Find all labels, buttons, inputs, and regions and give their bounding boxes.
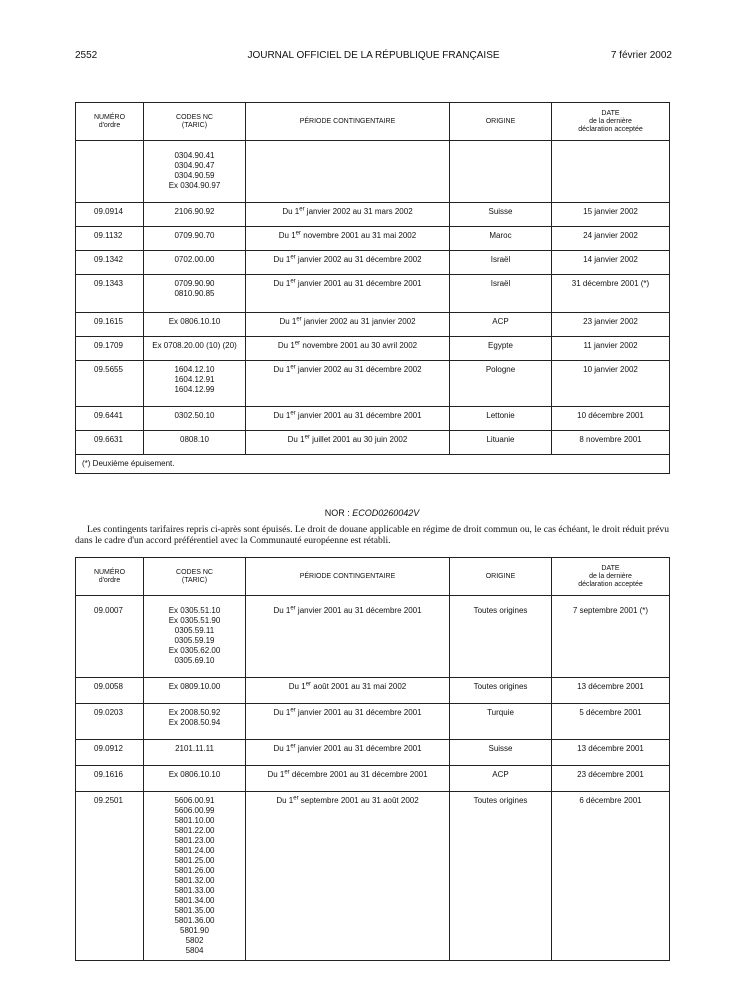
cell-origine: Toutes origines [450,596,552,678]
cell-origine: Lituanie [450,431,552,455]
nc-code: 0304.90.59 [174,171,215,180]
cell-periode: Du 1er janvier 2002 au 31 décembre 2002 [246,361,450,407]
cell-codes [144,766,246,792]
cell-codes [144,141,246,203]
cell-origine: Israël [450,251,552,275]
page-header [75,50,672,66]
nc-code: 0302.50.10 [174,411,215,420]
table-row [76,203,670,227]
nc-code: Ex 2008.50.94 [168,718,221,727]
cell-periode: Du 1er septembre 2001 au 31 août 2002 [246,792,450,961]
nc-code: 2101.11.11 [175,744,214,753]
cell-numero: 09.1342 [76,251,144,275]
nc-code: 0305.59.19 [174,636,215,645]
nc-code: 5606.00.91 [174,796,215,805]
cell-codes [144,251,246,275]
cell-origine: ACP [450,766,552,792]
nc-code: Ex 0809.10.00 [168,682,221,691]
cell-numero: 09.5655 [76,361,144,407]
cell-date [552,141,670,203]
nc-code: 0305.59.11 [174,626,215,635]
cell-date: 31 décembre 2001 (*) [552,275,670,313]
nc-code: 0304.90.41 [174,151,215,160]
cell-periode: Du 1er janvier 2001 au 31 décembre 2001 [246,596,450,678]
cell-numero: 09.0058 [76,678,144,704]
nor-reference [75,508,669,518]
cell-codes [144,704,246,740]
column-header-date: DATE de la dernière déclaration acceptée [552,103,670,141]
nc-code: Ex 0708.20.00 (10) (20) [152,341,237,350]
nc-code: 0702.00.00 [174,255,215,264]
nc-code: 5804 [185,946,204,955]
cell-periode: Du 1er janvier 2001 au 31 décembre 2001 [246,275,450,313]
cell-periode: Du 1er janvier 2001 au 31 décembre 2001 [246,704,450,740]
cell-date: 11 janvier 2002 [552,337,670,361]
nc-code: 5801.25.00 [174,856,215,865]
nc-code: Ex 0305.51.10 [168,606,221,615]
nor-label: NOR : [324,508,353,518]
quota-table-1 [75,102,670,474]
cell-numero: 09.1132 [76,227,144,251]
table-row [76,337,670,361]
nc-code: Ex 0806.10.10 [168,770,221,779]
nc-code: Ex 0305.62.00 [168,646,221,655]
nc-code: Ex 0304.90.97 [168,181,221,190]
cell-periode: Du 1er janvier 2002 au 31 décembre 2002 [246,251,450,275]
cell-numero: 09.2501 [76,792,144,961]
nc-code: 1604.12.99 [174,385,215,394]
cell-codes [144,596,246,678]
column-header-origine: ORIGINE [450,558,552,596]
cell-codes [144,678,246,704]
cell-origine [450,141,552,203]
table-row [76,361,670,407]
cell-codes [144,361,246,407]
nc-code: 5801.26.00 [174,866,215,875]
cell-periode: Du 1er janvier 2002 au 31 janvier 2002 [246,313,450,337]
column-header-date: DATE de la dernière déclaration acceptée [552,558,670,596]
cell-date: 15 janvier 2002 [552,203,670,227]
column-header-codes: CODES NC (TARIC) [144,103,246,141]
cell-periode: Du 1er janvier 2001 au 31 décembre 2001 [246,740,450,766]
nc-code: 1604.12.10 [174,365,215,374]
cell-numero: 09.0203 [76,704,144,740]
quota-table-2 [75,557,670,961]
table-row [76,275,670,313]
nc-code: 5801.24.00 [174,846,215,855]
cell-date: 8 novembre 2001 [552,431,670,455]
cell-origine: Suisse [450,740,552,766]
cell-date: 5 décembre 2001 [552,704,670,740]
cell-numero: 09.1616 [76,766,144,792]
cell-date: 13 décembre 2001 [552,740,670,766]
cell-date: 7 septembre 2001 (*) [552,596,670,678]
cell-codes [144,740,246,766]
nc-code: 1604.12.91 [174,375,215,384]
table-row [76,141,670,203]
cell-origine: Maroc [450,227,552,251]
cell-periode: Du 1er novembre 2001 au 30 avril 2002 [246,337,450,361]
column-header-periode: PÉRIODE CONTINGENTAIRE [246,558,450,596]
cell-periode: Du 1er novembre 2001 au 31 mai 2002 [246,227,450,251]
column-header-numero: NUMÉRO d'ordre [76,558,144,596]
cell-numero: 09.6631 [76,431,144,455]
nc-code: 5801.35.00 [174,906,215,915]
nc-code: 0810.90.85 [174,289,215,298]
nc-code: Ex 0305.51.90 [168,616,221,625]
journal-title: JOURNAL OFFICIEL DE LA RÉPUBLIQUE FRANÇAISE [247,50,500,61]
table-body [76,596,670,961]
column-header-numero: NUMÉRO d'ordre [76,103,144,141]
cell-origine: ACP [450,313,552,337]
cell-origine: Suisse [450,203,552,227]
cell-date: 10 décembre 2001 [552,407,670,431]
nc-code: 0305.69.10 [174,656,215,665]
cell-numero: 09.6441 [76,407,144,431]
cell-origine: Toutes origines [450,792,552,961]
nc-code: 0808.10 [180,435,209,444]
cell-numero: 09.0007 [76,596,144,678]
table-row [76,596,670,678]
page-number: 2552 [75,50,98,61]
column-header-periode: PÉRIODE CONTINGENTAIRE [246,103,450,141]
table-row [76,313,670,337]
footnote: (*) Deuxième épuisement. [76,455,670,474]
cell-numero: 09.1709 [76,337,144,361]
table-row [76,740,670,766]
table-row [76,407,670,431]
nc-code: 5801.10.00 [174,816,215,825]
nc-code: 5801.23.00 [174,836,215,845]
nc-code: 5802 [185,936,204,945]
cell-origine: Egypte [450,337,552,361]
nor-code: ECOD0260042V [352,508,420,518]
cell-periode: Du 1er janvier 2001 au 31 décembre 2001 [246,407,450,431]
cell-codes [144,227,246,251]
cell-periode: Du 1er décembre 2001 au 31 décembre 2001 [246,766,450,792]
table-row [76,766,670,792]
cell-origine: Lettonie [450,407,552,431]
table-row [76,792,670,961]
nc-code: 5801.32.00 [174,876,215,885]
cell-codes [144,337,246,361]
nc-code: 5801.34.00 [174,896,215,905]
cell-codes [144,313,246,337]
cell-date: 23 décembre 2001 [552,766,670,792]
cell-origine: Israël [450,275,552,313]
cell-date: 13 décembre 2001 [552,678,670,704]
cell-codes [144,203,246,227]
nc-code: Ex 0806.10.10 [168,317,221,326]
cell-periode: Du 1er août 2001 au 31 mai 2002 [246,678,450,704]
cell-periode: Du 1er janvier 2002 au 31 mars 2002 [246,203,450,227]
cell-periode: Du 1er juillet 2001 au 30 juin 2002 [246,431,450,455]
column-header-origine: ORIGINE [450,103,552,141]
table-row [76,431,670,455]
table-row [76,227,670,251]
nc-code: 5801.90 [180,926,209,935]
nc-code: Ex 2008.50.92 [168,708,221,717]
cell-date: 14 janvier 2002 [552,251,670,275]
cell-date: 6 décembre 2001 [552,792,670,961]
nc-code: 0709.90.90 [174,279,215,288]
body-paragraph: Les contingents tarifaires repris ci-après sont épuisés. Le droit de douane applicable en régime de droit commun ou, le cas échéant, le droit réduit prévu dans le cadre d'un accord préférentiel avec la Communauté européenne est rétabli. [75,524,669,546]
cell-numero [76,141,144,203]
nc-code: 5606.00.99 [174,806,215,815]
issue-date: 7 février 2002 [610,50,672,61]
cell-periode [246,141,450,203]
table-row [76,678,670,704]
cell-codes [144,407,246,431]
table-row [76,704,670,740]
cell-codes [144,792,246,961]
cell-date: 23 janvier 2002 [552,313,670,337]
cell-codes [144,431,246,455]
table-row [76,251,670,275]
cell-numero: 09.0912 [76,740,144,766]
nc-code: 5801.22.00 [174,826,215,835]
nc-code: 2106.90.92 [174,207,215,216]
nc-code: 0709.90.70 [174,231,215,240]
cell-numero: 09.1343 [76,275,144,313]
nc-code: 5801.36.00 [174,916,215,925]
cell-numero: 09.0914 [76,203,144,227]
nc-code: 5801.33.00 [174,886,215,895]
column-header-codes: CODES NC (TARIC) [144,558,246,596]
cell-date: 24 janvier 2002 [552,227,670,251]
nc-code: 0304.90.47 [174,161,215,170]
cell-date: 10 janvier 2002 [552,361,670,407]
cell-numero: 09.1615 [76,313,144,337]
cell-origine: Turquie [450,704,552,740]
table-body [76,141,670,455]
cell-codes [144,275,246,313]
cell-origine: Pologne [450,361,552,407]
cell-origine: Toutes origines [450,678,552,704]
